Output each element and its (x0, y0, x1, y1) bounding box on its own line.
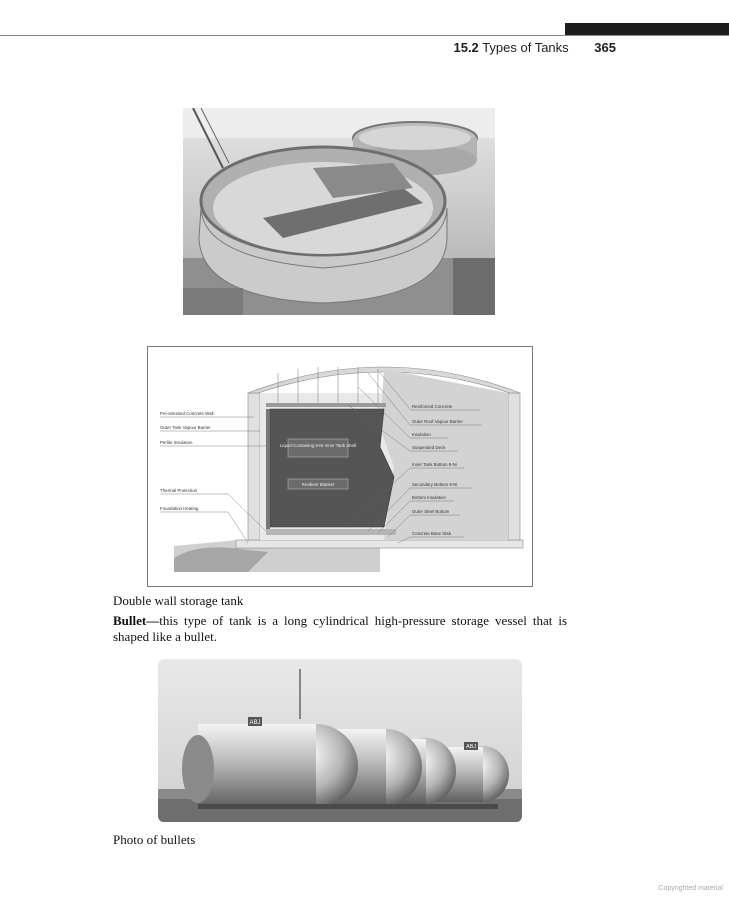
bullets-photo (158, 659, 522, 822)
bullet-term: Bullet— (113, 613, 160, 628)
bullet-tag: ABJ (249, 720, 261, 726)
tank-construction-illustration (183, 108, 495, 315)
diagram-label: Suspended Deck (412, 445, 446, 450)
photo-caption: Photo of bullets (113, 832, 196, 847)
running-head (340, 40, 616, 55)
diagram-label: Inner Tank Bottom 9-Ni (412, 462, 457, 467)
bullet-definition (113, 613, 567, 645)
diagram-caption: Double wall storage tank (113, 593, 244, 608)
diagram-label: Bottom Insulation (412, 495, 446, 500)
diagram-label: Outer Roof Vapour Barrier (412, 419, 463, 424)
header-rule (0, 35, 729, 36)
tank-cross-section (148, 347, 532, 586)
diagram-label: Foundation Heating (160, 506, 199, 511)
diagram-label: Outer Tank Vapour Barrier (160, 425, 211, 430)
diagram-label: Pre-stressed Concrete Wall (160, 411, 214, 416)
diagram-label: Concrete Base Slab (412, 531, 452, 536)
diagram-label: Insulation (412, 432, 431, 437)
resilient-blanket-label: Resilient Blanket (301, 482, 335, 487)
diagram-label: Thermal Protection (160, 488, 198, 493)
copyright-notice: Copyrighted material (658, 885, 723, 892)
bullet-tag: ABJ (465, 744, 477, 750)
inner-tank-label: Liquid-Containing 9-Ni Inner Tank Shell (279, 443, 357, 448)
double-wall-tank-diagram (147, 346, 533, 587)
bullet-text: this type of tank is a long cylindrical high-pressure storage vessel that is shaped like a bullet. (113, 613, 567, 644)
bullets-illustration (158, 659, 522, 822)
diagram-label: Secondary Bottom 9-Ni (412, 482, 458, 487)
tank-construction-photo (183, 108, 495, 315)
section-number: 15.2 (453, 40, 479, 55)
diagram-label: Perlite Insulation (160, 440, 193, 445)
page-number: 365 (594, 40, 616, 55)
header-bar (565, 23, 729, 35)
diagram-label: Outer Steel Bottom (412, 509, 450, 514)
section-title: Types of Tanks (482, 40, 569, 55)
diagram-label: Reinforced Concrete (412, 404, 453, 409)
